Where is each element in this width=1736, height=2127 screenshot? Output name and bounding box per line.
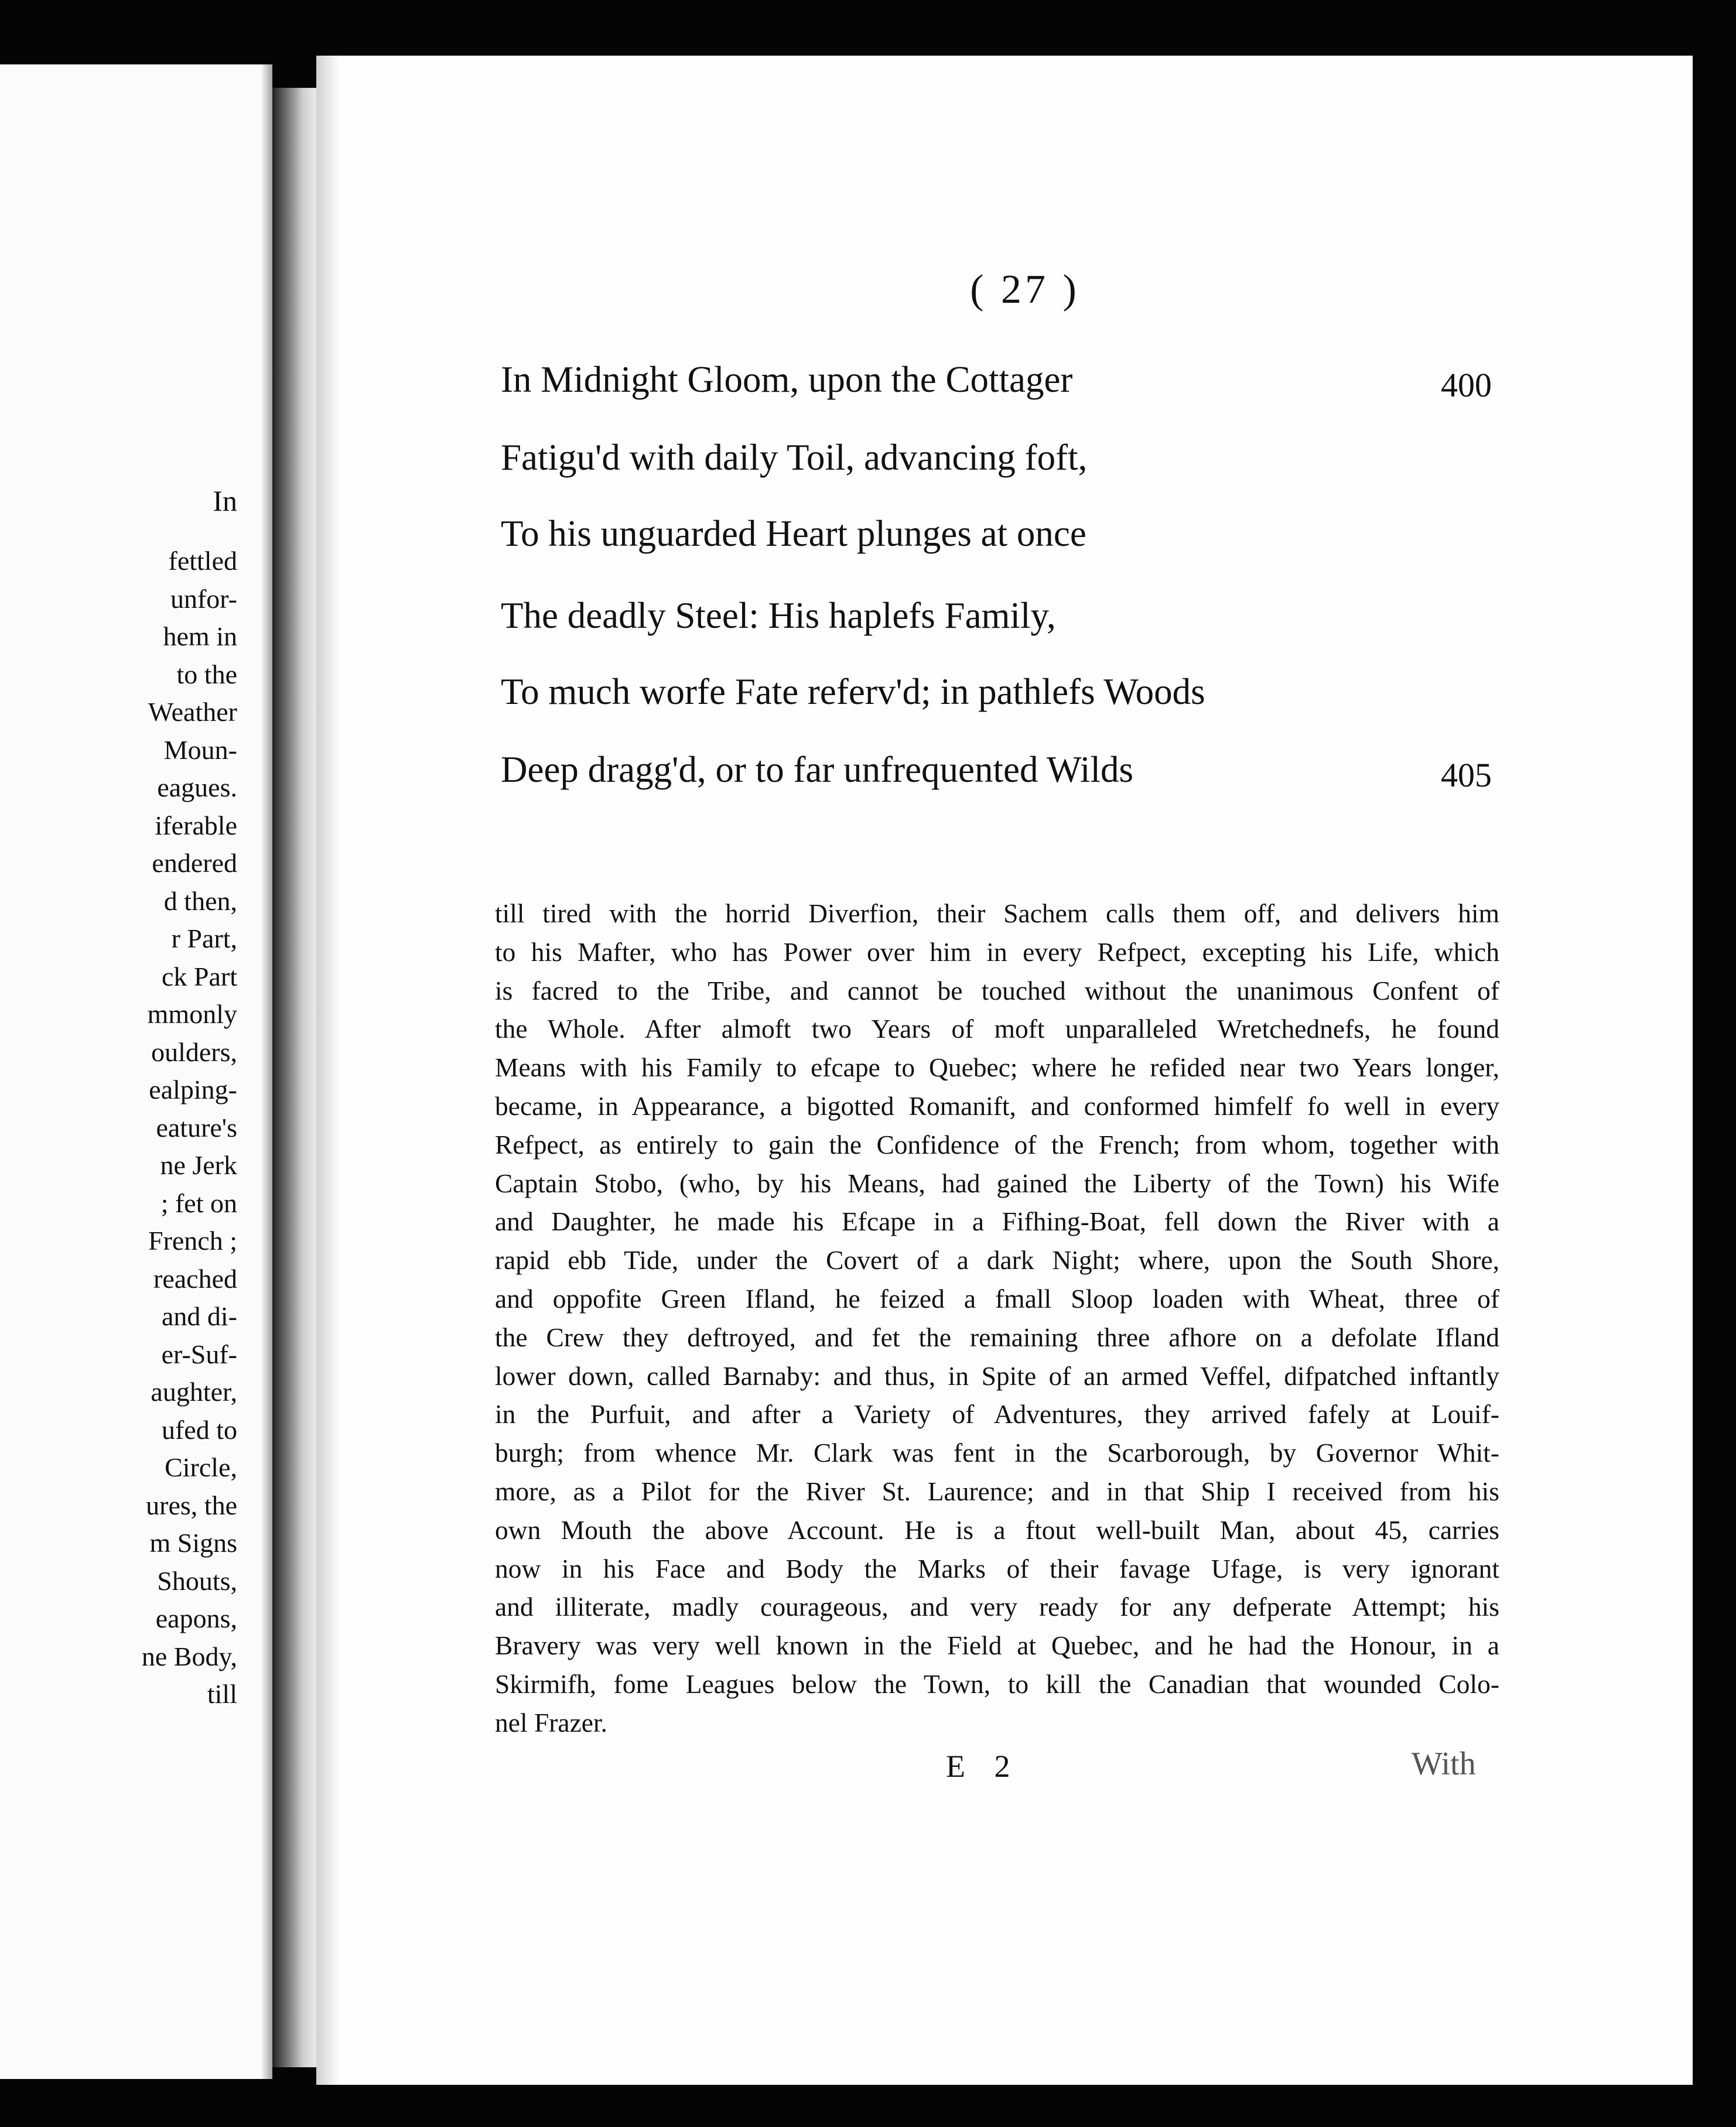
prose-line: and oppofite Green Ifland, he feized a fmall Sloop loaden with Wheat, three of (495, 1283, 1499, 1314)
left-page-line: ; fet on (160, 1188, 237, 1218)
prose-block (495, 894, 1499, 1742)
prose-line: became, in Appearance, a bigotted Romanift, and conformed himfelf fo well in every (495, 1090, 1499, 1121)
left-page-line: ck Part (161, 961, 237, 991)
prose-line: in the Purfuit, and after a Variety of Adventures, they arrived fafely at Louif- (495, 1399, 1499, 1430)
prose-line: the Whole. After almoft two Years of moft unparalleled Wretchednefs, he found (495, 1014, 1499, 1044)
verse-line: Fatigu'd with daily Toil, advancing foft, (501, 437, 1088, 478)
prose-line: and Daughter, he made his Efcape in a Fifhing-Boat, fell down the River with a (495, 1206, 1499, 1237)
left-page-line: eapons, (155, 1603, 237, 1633)
prose-line: the Crew they deftroyed, and fet the remaining three afhore on a defolate Ifland (495, 1322, 1499, 1352)
left-page-fold-shadow (261, 64, 272, 2079)
prose-line: till tired with the horrid Diverfion, their Sachem calls them off, and delivers him (495, 898, 1499, 928)
left-page-line: Shouts, (157, 1565, 237, 1596)
left-page-line: eagues. (157, 772, 237, 802)
left-page-line: hem in (163, 621, 237, 651)
left-page-line: eature's (156, 1112, 237, 1143)
prose-line: more, as a Pilot for the River St. Laurence; and in that Ship I received from his (495, 1476, 1499, 1506)
right-page (316, 56, 1693, 2085)
prose-line: Captain Stobo, (who, by his Means, had gained the Liberty of the Town) his Wife (495, 1168, 1499, 1198)
left-page-line: m Signs (149, 1528, 237, 1558)
verse-line: To his unguarded Heart plunges at once (501, 513, 1086, 554)
prose-line: Means with his Family to efcape to Quebec; where he refided near two Years longer, (495, 1052, 1499, 1083)
prose-line: burgh; from whence Mr. Clark was fent in the Scarborough, by Governor Whit- (495, 1438, 1499, 1468)
left-page-line: ne Body, (141, 1641, 237, 1671)
page-number: ( 27 ) (970, 267, 1080, 312)
left-page-line: reached (153, 1263, 237, 1294)
prose-line: Bravery was very well known in the Field at Quebec, and he had the Honour, in a (495, 1630, 1499, 1661)
left-page-line: endered (152, 848, 237, 878)
prose-line: rapid ebb Tide, under the Covert of a dark Night; where, upon the South Shore, (495, 1245, 1499, 1275)
left-page-line: ealping- (149, 1075, 237, 1104)
prose-line: is facred to the Tribe, and cannot be touched without the unanimous Confent of (495, 975, 1499, 1006)
prose-line: to his Mafter, who has Power over him in every Refpect, excepting his Life, which (495, 936, 1499, 967)
left-page-line: fettled (168, 546, 237, 576)
verse-line: Deep dragg'd, or to far unfrequented Wilds (501, 749, 1134, 790)
verse-line-number: 405 (1441, 756, 1492, 794)
prose-line: Refpect, as entirely to gain the Confidence of the French; from whom, together with (495, 1129, 1499, 1160)
prose-line: Skirmifh, fome Leagues below the Town, to kill the Canadian that wounded Colo- (495, 1668, 1499, 1699)
left-page-line: ures, the (146, 1490, 237, 1520)
catchword: With (1412, 1746, 1476, 1782)
left-page-line: er-Suf- (161, 1339, 237, 1369)
left-page-line: ne Jerk (160, 1150, 237, 1180)
prose-line: and illiterate, madly courageous, and very ready for any defperate Attempt; his (495, 1592, 1499, 1622)
prose-line: own Mouth the above Account. He is a ftout well-built Man, about 45, carries (495, 1514, 1499, 1545)
left-page-line: and di- (161, 1301, 237, 1331)
left-page-line: to the (176, 659, 237, 689)
left-page-line: Weather (148, 697, 237, 727)
right-page-edge-shadow (316, 56, 340, 2085)
verse-line-number: 400 (1441, 366, 1492, 404)
prose-line: lower down, called Barnaby: and thus, in Spite of an armed Veffel, difpatched inftantly (495, 1360, 1499, 1391)
prose-line: nel Frazer. (495, 1707, 608, 1738)
verse-line: To much worfe Fate referv'd; in pathlefs Woods (501, 671, 1205, 712)
book-gutter (272, 88, 316, 2067)
left-page-line: till (207, 1679, 237, 1709)
left-page-line: ufed to (161, 1414, 237, 1445)
left-page-line: d then, (163, 885, 237, 916)
left-page-line: French ; (148, 1226, 237, 1256)
left-page-line: aughter, (151, 1377, 237, 1407)
signature-mark: E 2 (946, 1749, 1021, 1784)
left-page-line: Moun- (163, 734, 237, 765)
left-page-line: mmonly (147, 999, 237, 1029)
left-page-line: unfor- (170, 583, 237, 614)
verse-line: The deadly Steel: His haplefs Family, (501, 595, 1056, 636)
left-page-fragment (0, 64, 272, 2079)
left-page-line: r Part, (171, 924, 237, 953)
left-page-line: oulders, (151, 1037, 237, 1067)
left-page-line: In (213, 484, 237, 517)
left-page-line: iferable (155, 810, 237, 840)
verse-line: In Midnight Gloom, upon the Cottager (501, 359, 1073, 400)
left-page-line: Circle, (165, 1452, 237, 1482)
prose-line: now in his Face and Body the Marks of their favage Ufage, is very ignorant (495, 1553, 1499, 1584)
